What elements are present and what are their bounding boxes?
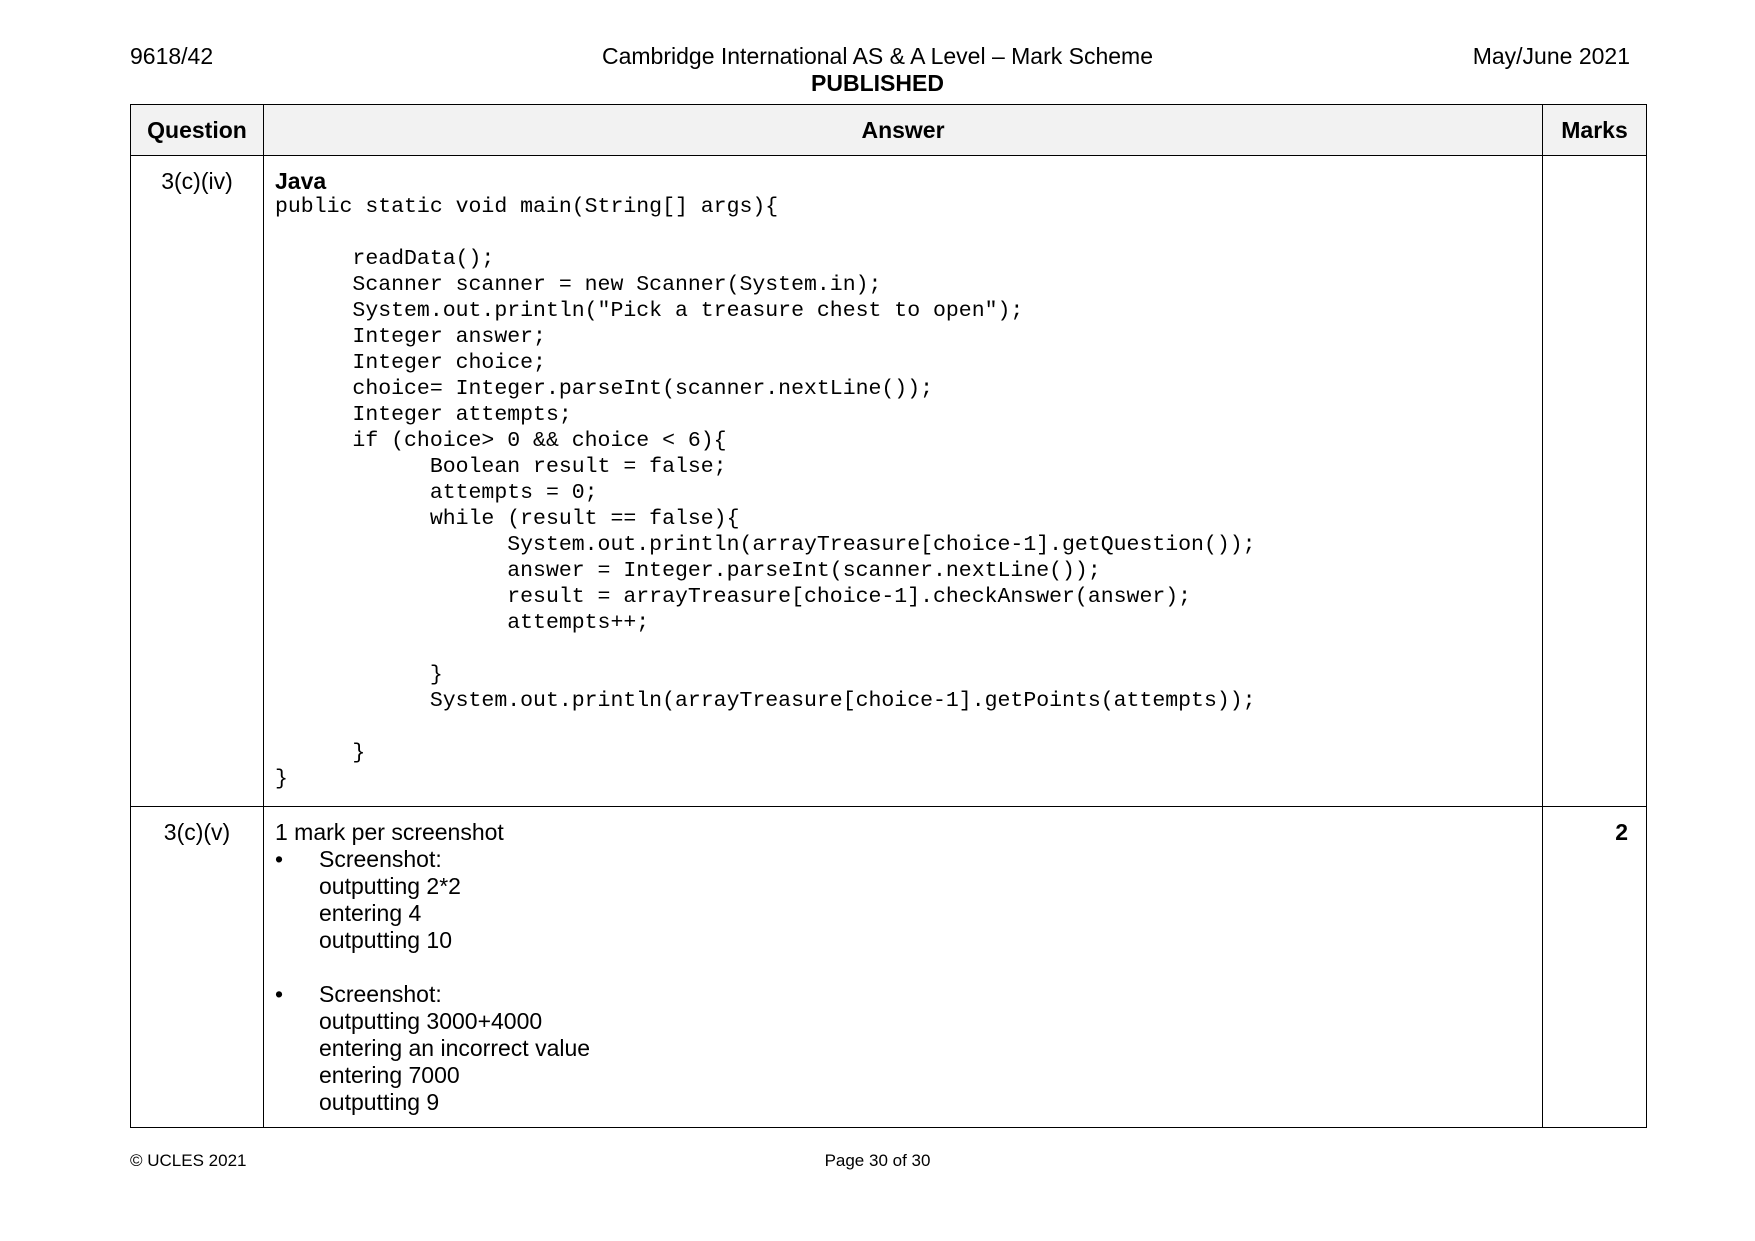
bullet-line: outputting 9 bbox=[319, 1089, 440, 1115]
bullet-line: entering an incorrect value bbox=[319, 1035, 591, 1061]
language-label: Java bbox=[275, 168, 327, 194]
answer-cell bbox=[264, 156, 1543, 807]
exam-series: May/June 2021 bbox=[1472, 43, 1630, 69]
paper-code: 9618/42 bbox=[130, 43, 214, 69]
page-number: Page 30 of 30 bbox=[824, 1151, 931, 1170]
question-number: 3(c)(v) bbox=[131, 807, 264, 1128]
marks-value: 2 bbox=[1543, 807, 1647, 1128]
bullet-title: Screenshot: bbox=[319, 981, 442, 1007]
table-row bbox=[131, 807, 1647, 1128]
bullet-icon: • bbox=[275, 981, 284, 1007]
list-item bbox=[275, 981, 1532, 1116]
copyright-notice: © UCLES 2021 bbox=[130, 1151, 247, 1170]
published-label: PUBLISHED bbox=[811, 70, 944, 96]
bullet-line: entering 7000 bbox=[319, 1062, 460, 1088]
mark-scheme-table bbox=[130, 104, 1647, 1128]
table-row bbox=[131, 156, 1647, 807]
list-item bbox=[275, 846, 1532, 954]
marks-value bbox=[1543, 156, 1647, 807]
bullet-line: outputting 3000+4000 bbox=[319, 1008, 543, 1034]
table-header-row bbox=[131, 105, 1647, 156]
answer-cell bbox=[264, 807, 1543, 1128]
answer-column-header: Answer bbox=[264, 105, 1543, 156]
java-code-block: public static void main(String[] args){ readData(); Scanner scanner = new Scanner(System.in); System.out.println("Pick a treasure chest to open"); Integer answer; Integer choice; choice= Integer.parseInt(scanner.nextLine()); Integer attempts; if (choice> 0 && choice < 6){ Boolean result = false; attempts = 0; while (result == false){ System.out.println(arrayTreasure[choice-1].getQuestion()); answer = Integer.parseInt(scanner.nextLine()); result = arrayTreasure[choice-1].checkAnswer(answer); attempts++; } System.out.println(arrayTreasure[choice-1].getPoints(attempts)); } } bbox=[275, 195, 1256, 791]
question-column-header: Question bbox=[131, 105, 264, 156]
bullet-line: outputting 10 bbox=[319, 927, 453, 953]
mark-intro: 1 mark per screenshot bbox=[275, 819, 504, 845]
document-title: Cambridge International AS & A Level – Mark Scheme bbox=[601, 43, 1154, 69]
question-number: 3(c)(iv) bbox=[131, 156, 264, 807]
marks-column-header: Marks bbox=[1543, 105, 1647, 156]
bullet-line: outputting 2*2 bbox=[319, 873, 461, 899]
bullet-title: Screenshot: bbox=[319, 846, 442, 872]
bullet-icon: • bbox=[275, 846, 284, 872]
bullet-line: entering 4 bbox=[319, 900, 422, 926]
